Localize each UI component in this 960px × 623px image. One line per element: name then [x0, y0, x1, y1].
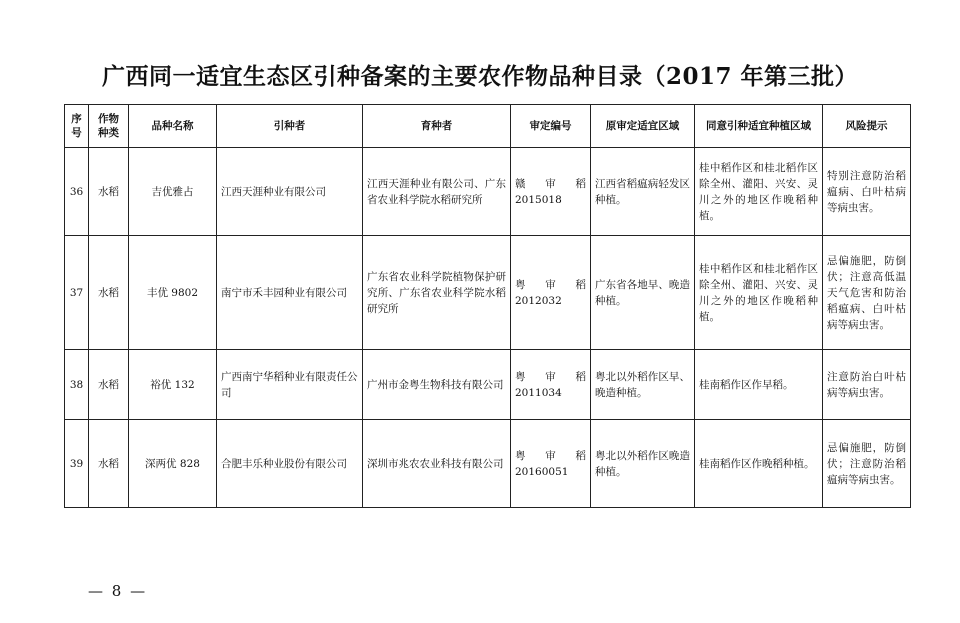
- header-risk: 风险提示: [823, 105, 911, 148]
- row-approval: 粤审稻 2011034: [511, 350, 591, 420]
- row-breeder: 深圳市兆农农业科技有限公司: [363, 420, 511, 508]
- row-region: 粤北以外稻作区早、晚造种植。: [591, 350, 695, 420]
- row-region: 粤北以外稻作区晚造种植。: [591, 420, 695, 508]
- row-no: 37: [65, 236, 89, 350]
- row-variety: 深两优 828: [129, 420, 217, 508]
- row-variety: 丰优 9802: [129, 236, 217, 350]
- page-number: — 8 —: [88, 582, 148, 600]
- row-introducer: 广西南宁华稻种业有限责任公司: [217, 350, 363, 420]
- row-introducer: 江西天涯种业有限公司: [217, 148, 363, 236]
- row-approved-region: 桂中稻作区和桂北稻作区除全州、灌阳、兴安、灵川之外的地区作晚稻种植。: [695, 236, 823, 350]
- row-introducer: 南宁市禾丰园种业有限公司: [217, 236, 363, 350]
- row-no: 38: [65, 350, 89, 420]
- table-header-row: [65, 105, 911, 148]
- row-variety: 吉优雅占: [129, 148, 217, 236]
- header-region: 原审定适宜区域: [591, 105, 695, 148]
- row-no: 39: [65, 420, 89, 508]
- row-approval: 赣审稻 2015018: [511, 148, 591, 236]
- row-breeder: 广东省农业科学院植物保护研究所、广东省农业科学院水稻研究所: [363, 236, 511, 350]
- row-breeder: 广州市金粤生物科技有限公司: [363, 350, 511, 420]
- header-approval: 审定编号: [511, 105, 591, 148]
- row-approved-region: 桂南稻作区作晚稻种植。: [695, 420, 823, 508]
- header-approved-region: 同意引种适宜种植区域: [695, 105, 823, 148]
- row-crop: 水稻: [89, 420, 129, 508]
- table-row: [65, 236, 911, 350]
- table-row: [65, 148, 911, 236]
- header-variety: 品种名称: [129, 105, 217, 148]
- variety-catalog-table: [64, 104, 911, 508]
- table-row: [65, 420, 911, 508]
- header-no: 序号: [65, 105, 89, 148]
- row-introducer: 合肥丰乐种业股份有限公司: [217, 420, 363, 508]
- table-row: [65, 350, 911, 420]
- row-risk: 忌偏施肥，防倒伏；注意高低温天气危害和防治稻瘟病、白叶枯病等病虫害。: [823, 236, 911, 350]
- row-approval: 粤审稻 2012032: [511, 236, 591, 350]
- row-risk: 注意防治白叶枯病等病虫害。: [823, 350, 911, 420]
- row-risk: 忌偏施肥，防倒伏；注意防治稻瘟病等病虫害。: [823, 420, 911, 508]
- header-breeder: 育种者: [363, 105, 511, 148]
- row-approval: 粤审稻 20160051: [511, 420, 591, 508]
- row-region: 江西省稻瘟病轻发区种植。: [591, 148, 695, 236]
- header-introducer: 引种者: [217, 105, 363, 148]
- row-region: 广东省各地早、晚造种植。: [591, 236, 695, 350]
- header-crop: 作物种类: [89, 105, 129, 148]
- row-breeder: 江西天涯种业有限公司、广东省农业科学院水稻研究所: [363, 148, 511, 236]
- document-title: 广西同一适宜生态区引种备案的主要农作物品种目录（2017 年第三批）: [101, 63, 859, 90]
- row-crop: 水稻: [89, 148, 129, 236]
- row-crop: 水稻: [89, 350, 129, 420]
- row-risk: 特别注意防治稻瘟病、白叶枯病等病虫害。: [823, 148, 911, 236]
- row-no: 36: [65, 148, 89, 236]
- row-approved-region: 桂南稻作区作早稻。: [695, 350, 823, 420]
- row-variety: 裕优 132: [129, 350, 217, 420]
- row-crop: 水稻: [89, 236, 129, 350]
- row-approved-region: 桂中稻作区和桂北稻作区除全州、灌阳、兴安、灵川之外的地区作晚稻种植。: [695, 148, 823, 236]
